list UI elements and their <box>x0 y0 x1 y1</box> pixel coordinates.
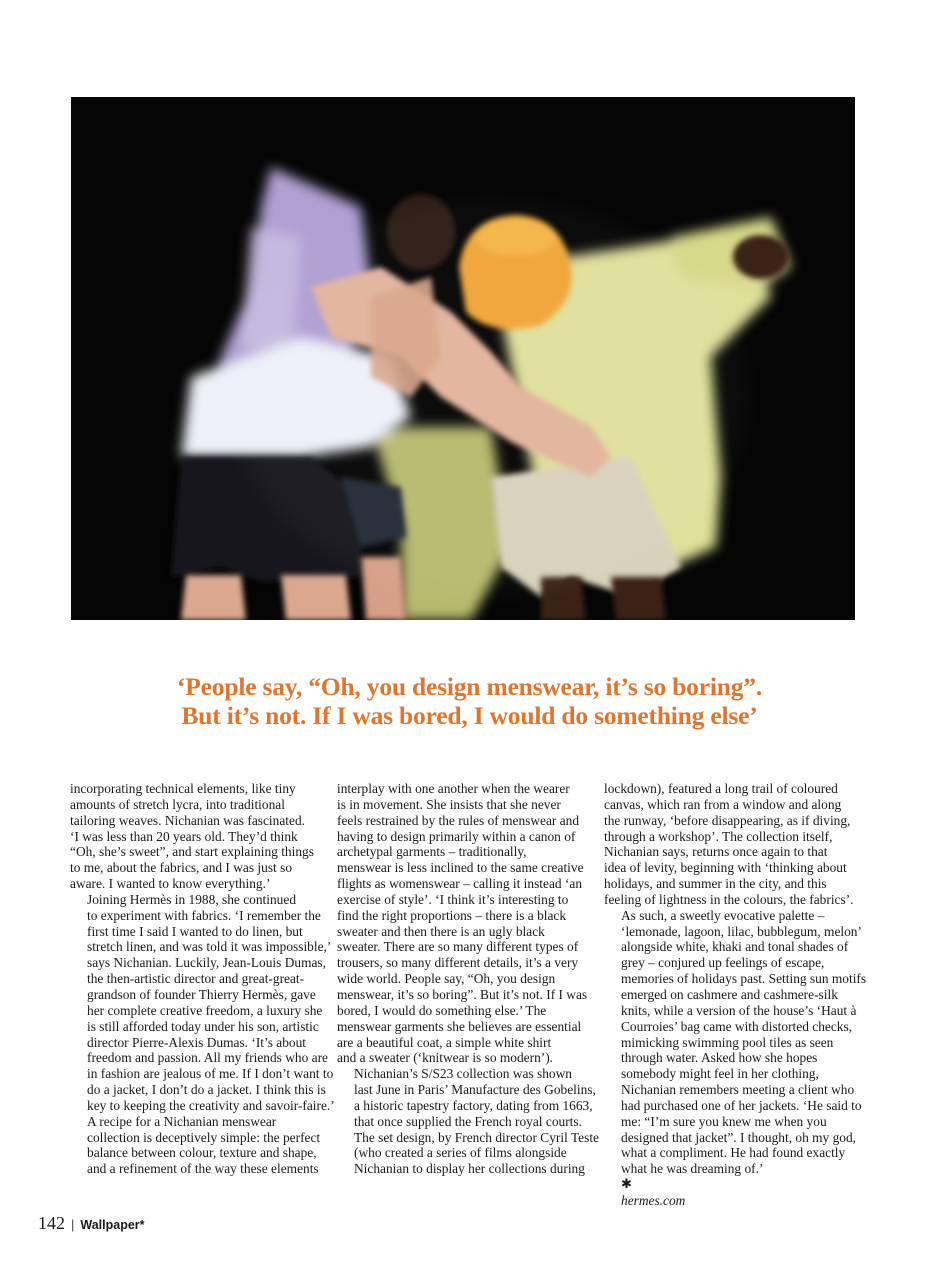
body-text-line: Courroies’ bag came with distorted checks, <box>621 1018 853 1034</box>
body-text-line: lockdown), featured a long trail of coloured <box>604 781 838 796</box>
body-column-2 <box>337 781 599 1177</box>
body-text-line: bored, I would do something else.’ The <box>337 1002 547 1018</box>
body-text-line: knits, while a version of the house’s ‘Haut à <box>621 1002 857 1018</box>
body-text-line-end <box>604 1161 854 1209</box>
body-paragraph <box>70 781 320 892</box>
body-text-line: exercise of style’. ‘I think it’s interesting to <box>337 891 569 907</box>
body-text-line: through a workshop’. The collection itself, <box>604 828 833 844</box>
page-number: 142 <box>38 1213 65 1233</box>
body-text-line: stretch linen, and was told it was impossible,’ <box>87 939 332 955</box>
body-text-line: Nichanian says, returns once again to that <box>604 844 828 860</box>
pull-quote-line: But it’s not. If I was bored, I would do something else’ <box>181 701 758 730</box>
body-text-line: aware. I wanted to know everything.’ <box>70 876 271 892</box>
body-text-line: flights as womenswear – calling it instead ‘an <box>337 876 583 892</box>
editorial-photo <box>71 97 855 620</box>
body-paragraph <box>604 781 854 908</box>
body-text-line: Nichanian remembers meeting a client who <box>621 1082 855 1098</box>
body-text-line: and a sweater (‘knitwear is so modern’). <box>337 1050 554 1066</box>
body-text-line: holidays, and summer in the city, and this <box>604 876 827 892</box>
end-mark-icon: ✱ <box>621 1177 632 1193</box>
body-text-line: ‘I was less than 20 years old. They’d think <box>70 828 298 844</box>
body-paragraph <box>337 781 587 1066</box>
body-text-line: alongside white, khaki and tonal shades of <box>621 939 849 955</box>
body-text-line: somebody might feel in her clothing, <box>621 1066 819 1082</box>
pull-quote <box>100 672 839 730</box>
body-text-line: sweater. There are so many different types of <box>337 939 579 955</box>
body-text-line: incorporating technical elements, like tiny <box>70 781 296 796</box>
body-text-line: menswear is less inclined to the same creative <box>337 860 584 876</box>
pull-quote-line: ‘People say, “Oh, you design menswear, it’s so boring”. <box>177 672 762 701</box>
body-text-line: grey – conjured up feelings of escape, <box>621 955 825 971</box>
body-text-line: idea of levity, beginning with ‘thinking about <box>604 860 847 876</box>
body-text-line: are a beautiful coat, a simple white shirt <box>337 1034 552 1050</box>
body-text-line: mimicking swimming pool tiles as seen <box>621 1034 834 1050</box>
body-text-line: The set design, by French director Cyril Teste <box>354 1129 599 1145</box>
body-text-line: key to keeping the creativity and savoir-faire.’ <box>87 1097 335 1113</box>
body-text-line: collection is deceptively simple: the perfect <box>87 1129 321 1145</box>
body-text-line: designed that jacket”. I thought, oh my god, <box>621 1129 857 1145</box>
body-text-line: in fashion are jealous of me. If I don’t want to <box>87 1066 334 1082</box>
page-footer <box>38 1213 145 1234</box>
body-column-1 <box>70 781 335 1177</box>
body-text-line: a historic tapestry factory, dating from 1663, <box>354 1097 593 1113</box>
body-text-line: having to design primarily within a canon of <box>337 828 576 844</box>
body-text-line: balance between colour, texture and shape, <box>87 1145 317 1161</box>
body-text-line: last June in Paris’ Manufacture des Gobelins, <box>354 1082 596 1098</box>
body-text-line: Nichanian’s S/S23 collection was shown <box>354 1066 572 1082</box>
body-text-line: first time I said I wanted to do linen, but <box>87 923 303 939</box>
body-text-line: that once supplied the French royal courts. <box>354 1113 582 1129</box>
source-url[interactable]: hermes.com <box>621 1192 686 1208</box>
body-text-line: to experiment with fabrics. ‘I remember the <box>87 907 321 923</box>
body-text-line: sweater and then there is an ugly black <box>337 923 545 939</box>
body-text-line: and a refinement of the way these elements <box>87 1161 319 1177</box>
body-text-line: A recipe for a Nichanian menswear <box>87 1113 277 1129</box>
body-text-line: had purchased one of her jackets. ‘He said to <box>621 1097 862 1113</box>
body-text-line: the then-artistic director and great-great- <box>87 971 305 987</box>
body-paragraph <box>337 1066 599 1177</box>
body-text-line: to me, about the fabrics, and I was just so <box>70 860 293 876</box>
body-text-line: menswear, it’s so boring”. But it’s not. If I was <box>337 986 588 1002</box>
body-paragraph <box>70 891 335 1114</box>
body-text-line: emerged on cashmere and cashmere-silk <box>621 986 838 1002</box>
body-text-line: menswear garments she believes are essential <box>337 1018 582 1034</box>
body-column-3 <box>604 781 867 1209</box>
magazine-name: Wallpaper* <box>80 1218 145 1232</box>
body-text-line: freedom and passion. All my friends who are <box>87 1050 328 1066</box>
body-text-line: says Nichanian. Luckily, Jean-Louis Dumas, <box>87 955 326 971</box>
body-text-line: feels restrained by the rules of menswear and <box>337 812 580 828</box>
body-text-line: do a jacket, I don’t do a jacket. I think this is <box>87 1082 326 1098</box>
body-text-line: memories of holidays past. Setting sun motifs <box>621 971 867 987</box>
body-text-line: feeling of lightness in the colours, the fabrics’. <box>604 891 854 907</box>
body-paragraph <box>604 907 867 1209</box>
body-text-line: (who created a series of films alongside <box>354 1145 567 1161</box>
body-text-line: director Pierre-Alexis Dumas. ‘It’s about <box>87 1034 307 1050</box>
body-text-line: archetypal garments – traditionally, <box>337 844 527 860</box>
body-text-line: Nichanian to display her collections during <box>354 1161 585 1177</box>
body-text-line: Joining Hermès in 1988, she continued <box>87 891 297 907</box>
body-paragraph <box>70 1114 320 1177</box>
body-text-line: trousers, so many different details, it’s a very <box>337 955 579 971</box>
body-text-line: her complete creative freedom, a luxury she <box>87 1002 323 1018</box>
footer-separator: | <box>71 1217 75 1232</box>
body-text-line: the runway, ‘before disappearing, as if diving, <box>604 812 851 828</box>
body-text-line: grandson of founder Thierry Hermès, gave <box>87 986 316 1002</box>
body-text-line: amounts of stretch lycra, into traditional <box>70 796 285 812</box>
body-text-line: through water. Asked how she hopes <box>621 1050 818 1066</box>
body-text-line: interplay with one another when the wearer <box>337 781 570 796</box>
body-text-line: what a compliment. He had found exactly <box>621 1145 846 1161</box>
body-text-line: tailoring weaves. Nichanian was fascinated. <box>70 812 305 828</box>
body-text-line: is still afforded today under his son, artistic <box>87 1018 319 1034</box>
body-text-line: “Oh, she’s sweet”, and start explaining things <box>70 844 314 860</box>
body-text-line: find the right proportions – there is a black <box>337 907 567 923</box>
body-text-line: ‘lemonade, lagoon, lilac, bubblegum, melon’ <box>621 923 862 939</box>
body-text-line: canvas, which ran from a window and along <box>604 796 842 812</box>
body-text-line: wide world. People say, “Oh, you design <box>337 971 556 987</box>
body-text-line: what he was dreaming of.’ <box>621 1161 764 1177</box>
body-text-line: As such, a sweetly evocative palette – <box>621 907 825 923</box>
body-text-line: is in movement. She insists that she never <box>337 796 561 812</box>
body-text-line: me: “I’m sure you knew me when you <box>621 1113 827 1129</box>
